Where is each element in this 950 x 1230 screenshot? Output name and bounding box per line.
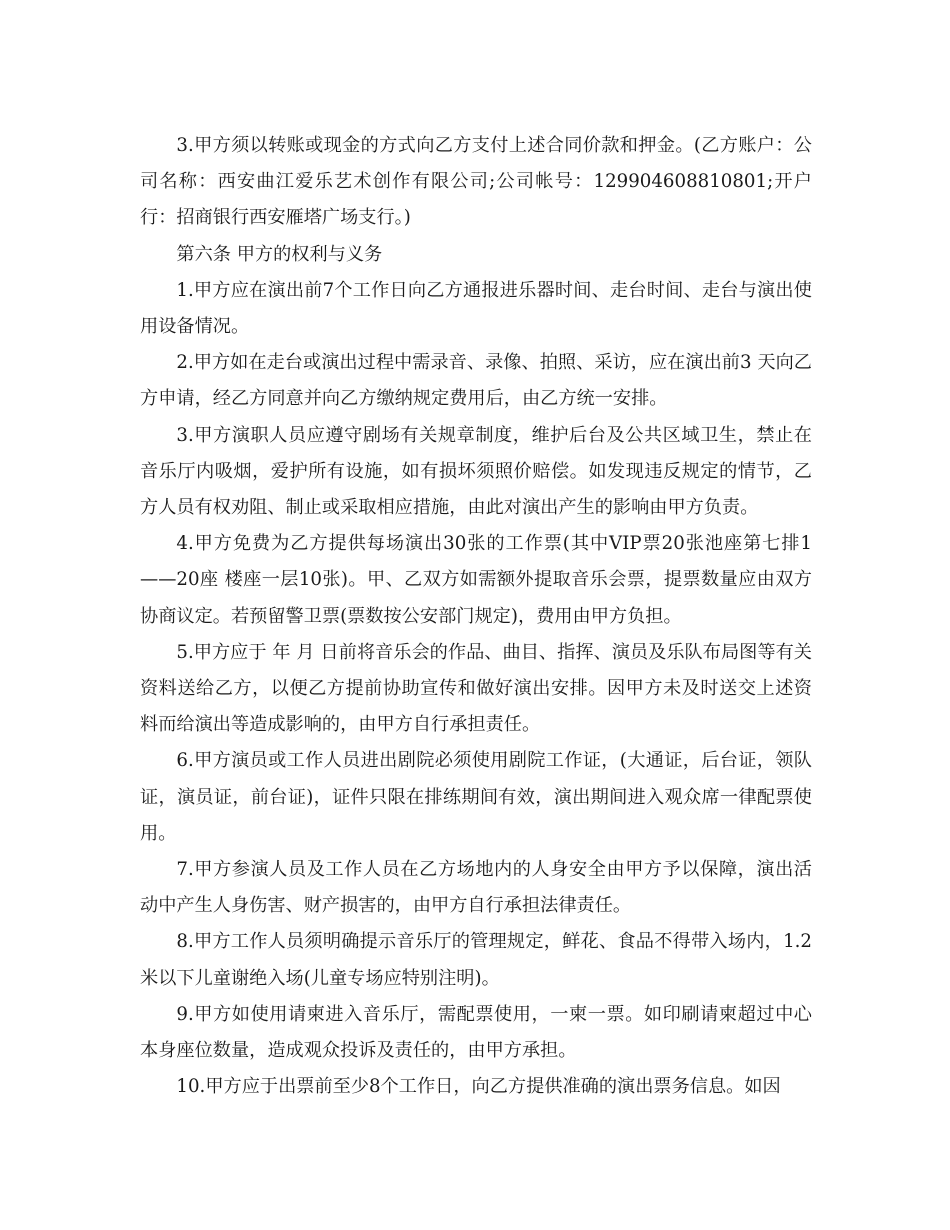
clause-1-paragraph: 1.甲方应在演出前7个工作日向乙方通报进乐器时间、走台时间、走台与演出使用设备情况。 [140, 279, 812, 338]
document-body [140, 128, 812, 1105]
clause-6-paragraph: 6.甲方演员或工作人员进出剧院必须使用剧院工作证，(大通证，后台证，领队证，演员证，前台证)，证件只限在排练期间有效，演出期间进入观众席一律配票使用。 [140, 750, 812, 844]
clause-10-paragraph: 10.甲方应于出票前至少8个工作日，向乙方提供准确的演出票务信息。如因 [176, 1076, 781, 1098]
clause-7-paragraph: 7.甲方参演人员及工作人员在乙方场地内的人身安全由甲方予以保障，演出活动中产生人身伤害、财产损害的，由甲方自行承担法律责任。 [140, 859, 812, 917]
clause-3-paragraph: 3.甲方演职人员应遵守剧场有关规章制度，维护后台及公共区域卫生，禁止在音乐厅内吸烟，爱护所有设施，如有损坏须照价赔偿。如发现违反规定的情节，乙方人员有权劝阻、制止或采取相应措施，由此对演出产生的影响由甲方负责。 [140, 424, 812, 519]
clause-9-paragraph: 9.甲方如使用请柬进入音乐厅，需配票使用，一柬一票。如印刷请柬超过中心本身座位数量，造成观众投诉及责任的，由甲方承担。 [140, 1003, 812, 1062]
article-six-heading: 第六条 甲方的权利与义务 [176, 243, 383, 265]
clause-4-paragraph: 4.甲方免费为乙方提供每场演出30张的工作票(其中VIP票20张池座第七排1——20座 楼座一层10张)。甲、乙双方如需额外提取音乐会票，提票数量应由双方协商议定。若预留警卫票(票数按公安部门规定)，费用由甲方负担。 [140, 533, 812, 627]
clause-8-paragraph: 8.甲方工作人员须明确提示音乐厅的管理规定，鲜花、食品不得带入场内，1.2米以下儿童谢绝入场(儿童专场应特别注明)。 [140, 931, 812, 989]
clause-5-paragraph: 5.甲方应于 年 月 日前将音乐会的作品、曲目、指挥、演员及乐队布局图等有关资料送给乙方，以便乙方提前协助宣传和做好演出安排。因甲方未及时送交上述资料而给演出等造成影响的，由甲方自行承担责任。 [140, 641, 812, 736]
payment-method-paragraph: 3.甲方须以转账或现金的方式向乙方支付上述合同价款和押金。(乙方账户：公司名称：西安曲江爱乐艺术创作有限公司;公司帐号：129904608810801;开户行：招商银行西安雁塔广场支行。) [140, 135, 812, 229]
clause-2-paragraph: 2.甲方如在走台或演出过程中需录音、录像、拍照、采访，应在演出前3 天向乙方申请，经乙方同意并向乙方缴纳规定费用后，由乙方统一安排。 [140, 352, 812, 410]
